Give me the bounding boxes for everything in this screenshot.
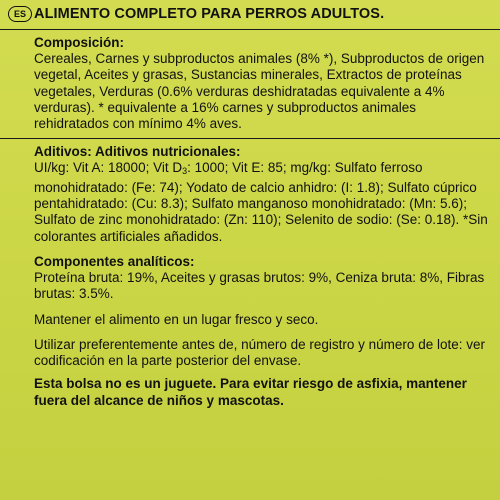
- divider: [0, 29, 500, 30]
- additives-text: [34, 160, 488, 244]
- language-badge: ES: [8, 6, 32, 22]
- product-title: ALIMENTO COMPLETO PARA PERROS ADULTOS.: [34, 6, 385, 22]
- divider: [0, 138, 500, 139]
- additives-section: [34, 144, 488, 244]
- additives-text-part-b: : 1000; Vit E: 85; mg/kg: Sulfato ferroso monohidratado: (Fe: 74); Yodato de calcio anhidro: (I: 1.8); Sulfato cúprico pentahidratado: (Cu: 8.3); Sulfato manganoso monohidratado: (Mn: 5.6); Sulfato de zinc monohidratado: (Zn: 110); Selenito de sodio: (Se: 0.18). *Sin colorantes artificiales añadidos.: [34, 160, 488, 244]
- composition-text: Cereales, Carnes y subproductos animales (8% *), Subproductos de origen vegetal, Aceites y grasas, Sustancias minerales, Extractos de proteínas vegetales, Verduras (0.6% verduras deshidratadas equivalente a 4% verduras). * equivalente a 16% carnes y subproductos animales rehidratados con mínimo 4% aves.: [34, 51, 485, 132]
- vitamin-d-subscript: 3: [182, 166, 188, 177]
- spacer: [34, 328, 488, 337]
- analytical-heading: Componentes analíticos:: [34, 253, 195, 269]
- composition-heading: Composición:: [34, 35, 124, 50]
- warning-text: Esta bolsa no es un juguete. Para evitar riesgo de asfixia, mantener fuera del alcance de niños y mascotas.: [34, 376, 467, 408]
- additives-text-part-a: UI/kg: Vit A: 18000; Vit D: [34, 160, 183, 176]
- composition-section: [34, 35, 488, 132]
- spacer: [34, 369, 488, 376]
- analytical-section: [34, 254, 488, 303]
- spacer: [34, 303, 488, 312]
- additives-heading: Aditivos: Aditivos nutricionales:: [34, 144, 241, 160]
- spacer: [34, 245, 488, 254]
- analytical-text: Proteína bruta: 19%, Aceites y grasas brutos: 9%, Ceniza bruta: 8%, Fibras brutas: 3.5%.: [34, 269, 485, 302]
- storage-text: Mantener el alimento en un lugar fresco y seco.: [34, 311, 319, 327]
- best-before-text: Utilizar preferentemente antes de, número de registro y número de lote: ver codificación en la parte posterior del envase.: [34, 336, 485, 369]
